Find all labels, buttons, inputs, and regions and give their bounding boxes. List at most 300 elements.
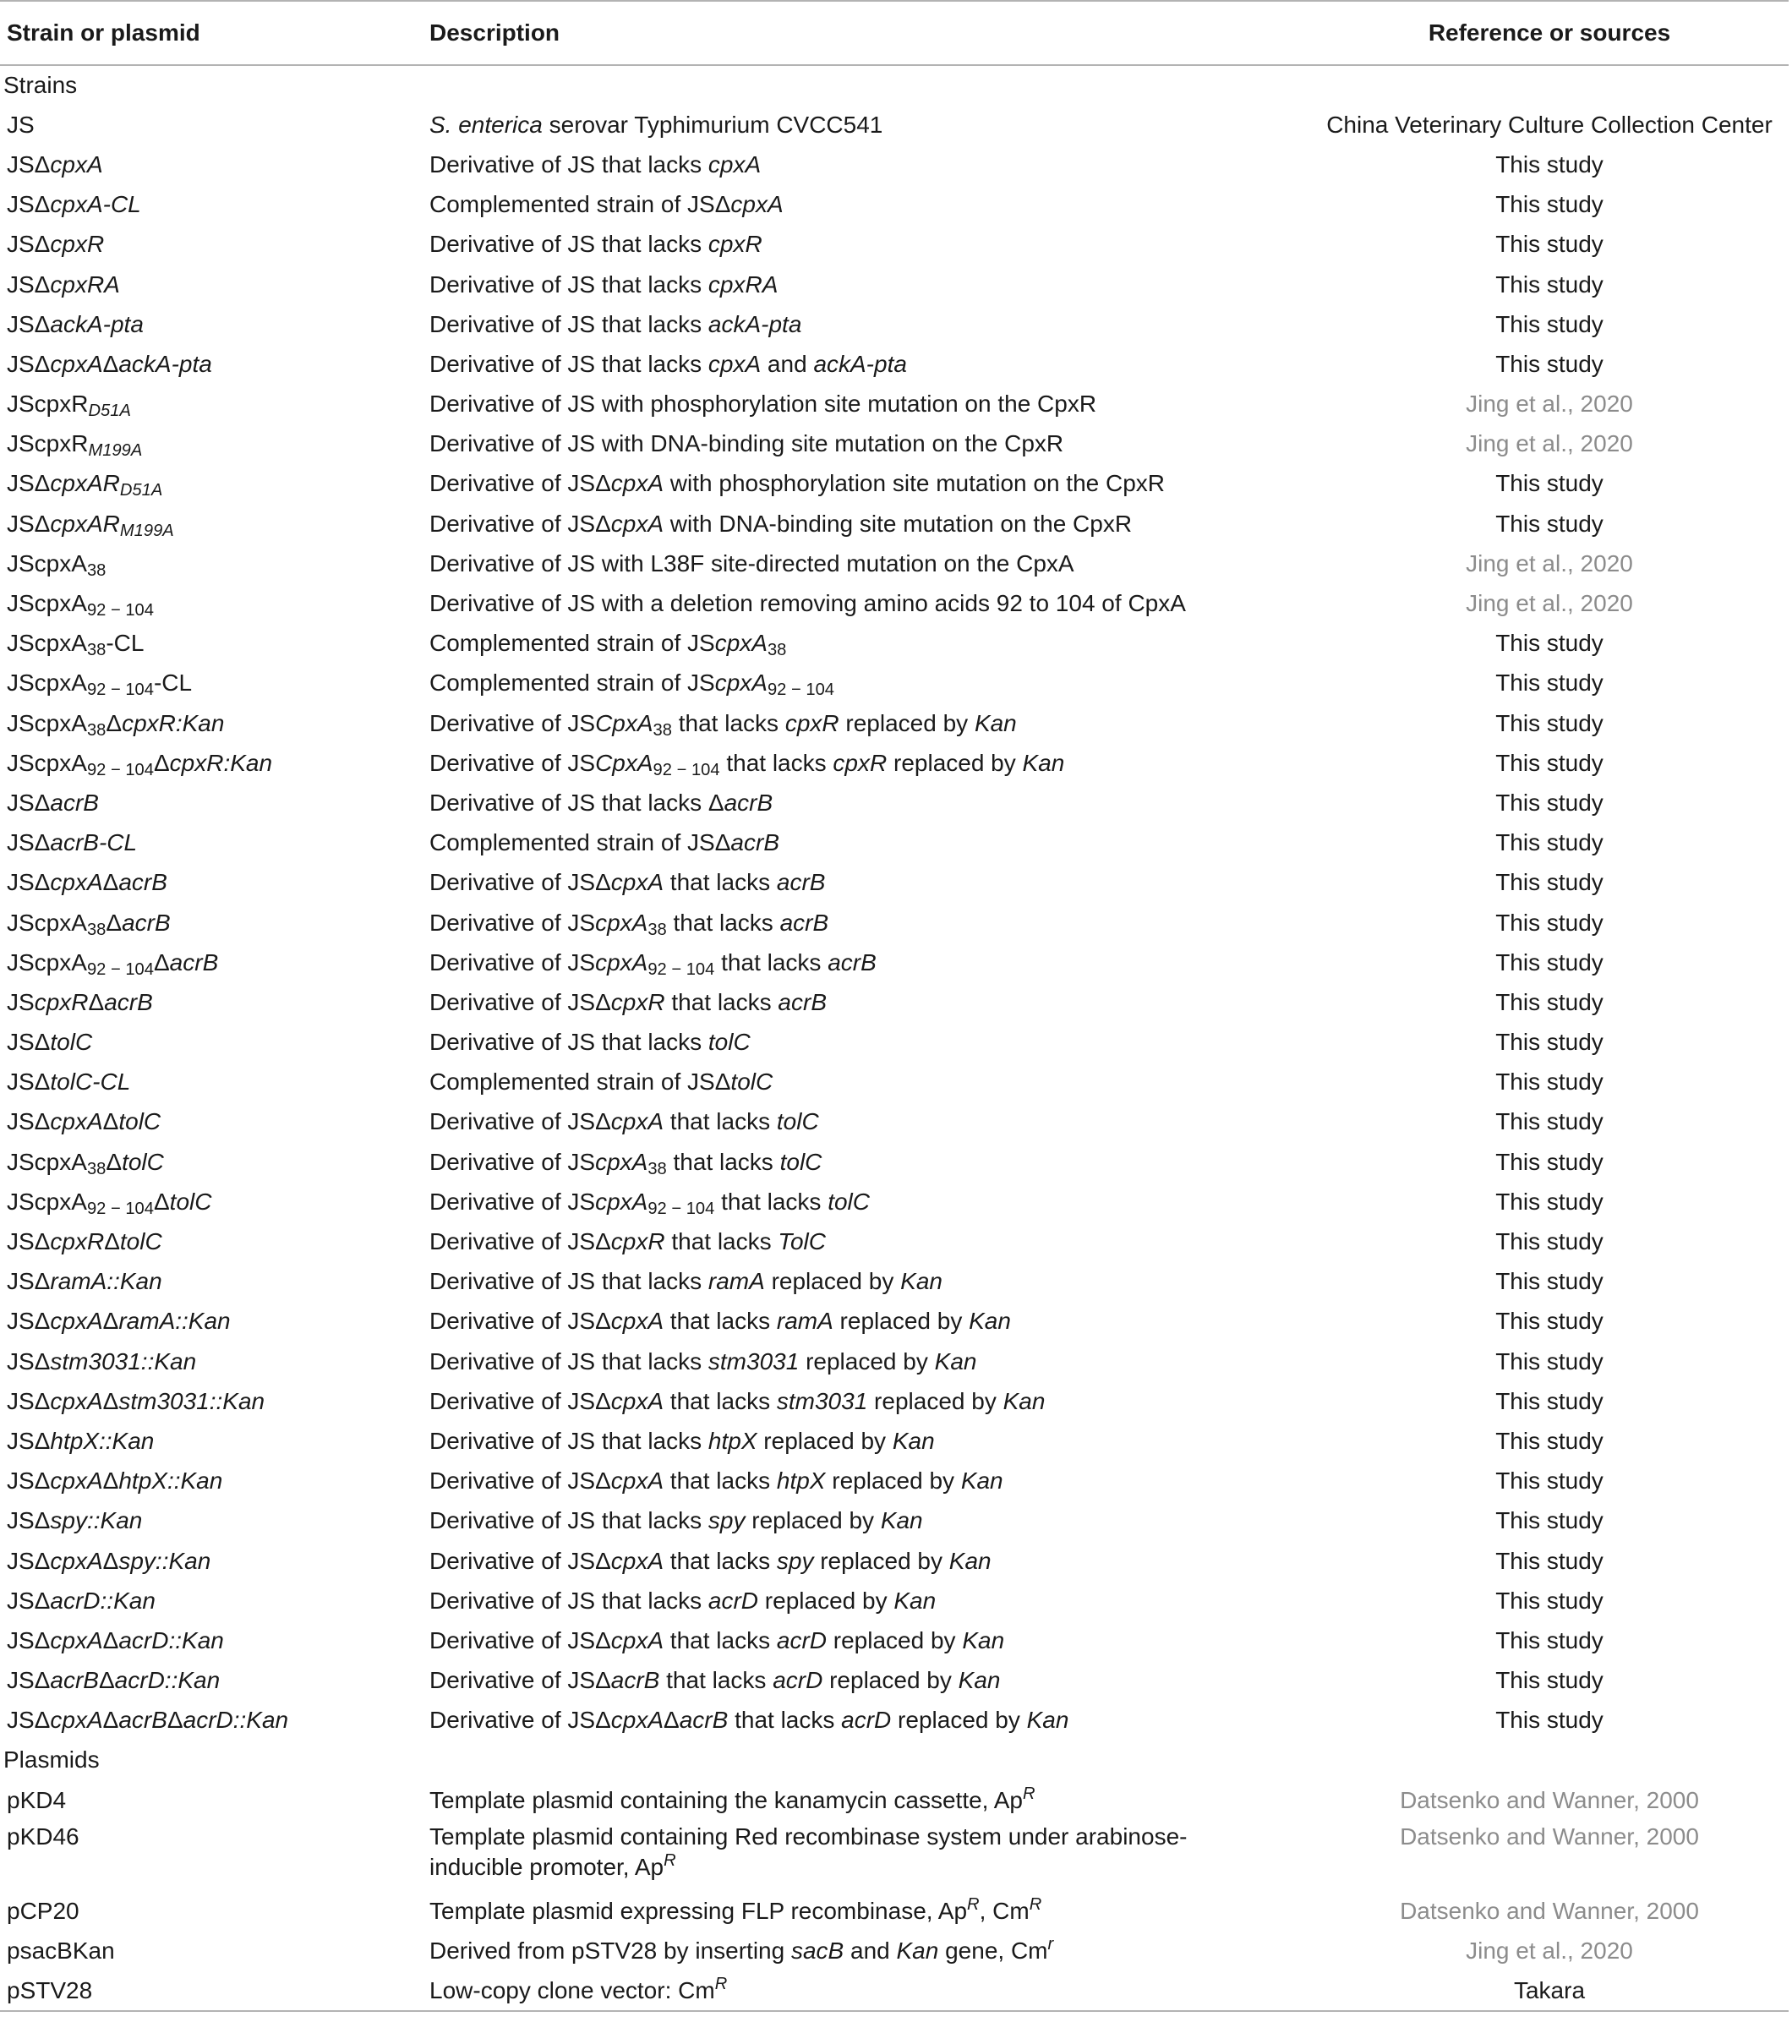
strain-name-cell bbox=[0, 1661, 423, 1701]
text-segment: replaced by bbox=[822, 1667, 959, 1694]
text-segment: 92 − 104 bbox=[647, 959, 715, 979]
text-segment: Kan bbox=[962, 1626, 1005, 1653]
text-segment: TolC bbox=[778, 1228, 826, 1255]
table-row bbox=[0, 225, 1789, 265]
text-segment: acrB bbox=[779, 909, 829, 936]
table-row bbox=[0, 1142, 1789, 1182]
strain-name-cell bbox=[0, 583, 423, 623]
strain-name-cell bbox=[0, 1820, 423, 1891]
text-segment: acrB bbox=[730, 829, 779, 856]
reference-cell: This study bbox=[1495, 1667, 1604, 1694]
text-segment: JSΔ bbox=[7, 1667, 51, 1694]
table-row bbox=[0, 743, 1789, 783]
text-segment: JSΔ bbox=[7, 1626, 51, 1653]
text-segment: replaced by bbox=[891, 1707, 1027, 1734]
table-row bbox=[0, 1102, 1789, 1142]
text-segment: that lacks bbox=[664, 1228, 779, 1255]
text-segment: 38 bbox=[86, 720, 107, 740]
text-segment: JSΔ bbox=[7, 1427, 51, 1454]
description-cell bbox=[423, 1381, 1310, 1421]
text-segment: Derivative of JS bbox=[429, 1148, 596, 1175]
text-segment: Δ bbox=[153, 749, 170, 776]
text-segment: Derivative of JS with DNA-binding site mutation on the CpxR bbox=[429, 430, 1064, 457]
reference-cell: This study bbox=[1495, 1029, 1604, 1056]
text-segment: tolC bbox=[708, 1029, 751, 1056]
text-segment: Derivative of JS bbox=[429, 1188, 596, 1215]
text-segment: that lacks bbox=[666, 1148, 780, 1175]
text-segment: Kan bbox=[1026, 1707, 1069, 1734]
text-segment: Derivative of JSΔ bbox=[429, 1387, 611, 1414]
text-segment: gene, Cm bbox=[938, 1937, 1048, 1965]
text-segment: Derivative of JS with phosphorylation site mutation on the CpxR bbox=[429, 391, 1097, 418]
reference-cell: This study bbox=[1495, 1108, 1604, 1135]
table-row bbox=[0, 982, 1789, 1022]
text-segment: stm3031::Kan bbox=[50, 1347, 197, 1375]
text-segment: Derivative of JS that lacks bbox=[429, 1427, 708, 1454]
reference-citation-link[interactable]: Jing et al., 2020 bbox=[1466, 590, 1633, 617]
reference-cell: This study bbox=[1495, 1228, 1604, 1255]
text-segment: Kan bbox=[974, 709, 1017, 736]
reference-cell: This study bbox=[1495, 150, 1604, 178]
table-row bbox=[0, 105, 1789, 145]
text-segment: Complemented strain of JSΔ bbox=[429, 829, 731, 856]
text-segment: JSΔ bbox=[7, 470, 51, 497]
text-segment: D51A bbox=[88, 402, 131, 421]
description-cell bbox=[423, 1182, 1310, 1221]
text-segment: Δ bbox=[98, 1667, 115, 1694]
text-segment: acrD bbox=[708, 1587, 759, 1614]
reference-cell: This study bbox=[1495, 948, 1604, 976]
reference-cell: This study bbox=[1495, 310, 1604, 337]
text-segment: cpxA bbox=[714, 669, 768, 697]
description-cell bbox=[423, 624, 1310, 664]
text-segment: M199A bbox=[119, 521, 174, 540]
text-segment: cpxA bbox=[708, 350, 762, 377]
text-segment: cpxR bbox=[610, 988, 665, 1015]
text-segment: acrD bbox=[773, 1667, 823, 1694]
text-segment: that lacks bbox=[664, 1387, 777, 1414]
text-segment: JSΔ bbox=[7, 1308, 51, 1335]
text-segment: acrD bbox=[776, 1626, 827, 1653]
reference-cell: This study bbox=[1495, 869, 1604, 896]
text-segment: acrB bbox=[122, 909, 171, 936]
text-segment: with phosphorylation site mutation on the CpxR bbox=[664, 470, 1166, 497]
text-segment: that lacks bbox=[664, 1108, 777, 1135]
reference-citation-link[interactable]: Datsenko and Wanner, 2000 bbox=[1400, 1897, 1699, 1924]
reference-citation-link[interactable]: Datsenko and Wanner, 2000 bbox=[1400, 1823, 1699, 1850]
section-row-strains bbox=[0, 65, 1789, 105]
text-segment: Kan bbox=[896, 1937, 939, 1965]
reference-citation-link[interactable]: Jing et al., 2020 bbox=[1466, 1937, 1633, 1965]
strain-name-cell bbox=[0, 783, 423, 823]
text-segment: htpX::Kan bbox=[118, 1467, 223, 1495]
table-row bbox=[0, 664, 1789, 703]
text-segment: R bbox=[967, 1894, 980, 1914]
text-segment: 38 bbox=[647, 920, 667, 939]
strain-name-cell bbox=[0, 1421, 423, 1461]
description-cell bbox=[423, 943, 1310, 982]
text-segment: Complemented strain of JSΔ bbox=[429, 191, 731, 218]
strain-name-cell bbox=[0, 1102, 423, 1142]
text-segment: replaced by bbox=[825, 1467, 961, 1495]
description-cell bbox=[423, 225, 1310, 265]
strain-name-cell bbox=[0, 1462, 423, 1501]
reference-cell: This study bbox=[1495, 789, 1604, 816]
reference-cell: This study bbox=[1495, 231, 1604, 258]
strain-name-cell bbox=[0, 464, 423, 504]
table-row bbox=[0, 1023, 1789, 1063]
text-segment: R bbox=[714, 1974, 728, 1993]
table-row bbox=[0, 1501, 1789, 1541]
description-cell bbox=[423, 1262, 1310, 1302]
text-segment: tolC bbox=[779, 1148, 822, 1175]
table-row bbox=[0, 1421, 1789, 1461]
text-segment: cpxA bbox=[610, 1387, 664, 1414]
text-segment: replaced by bbox=[867, 1387, 1003, 1414]
description-cell bbox=[423, 1302, 1310, 1342]
text-segment: acrB bbox=[118, 869, 167, 896]
text-segment: and bbox=[761, 350, 814, 377]
reference-cell: This study bbox=[1495, 191, 1604, 218]
description-cell bbox=[423, 903, 1310, 943]
section-label: Strains bbox=[3, 72, 78, 99]
strain-name-cell bbox=[0, 1780, 423, 1820]
text-segment: replaced by bbox=[764, 1268, 901, 1295]
strain-name-cell bbox=[0, 823, 423, 863]
description-cell bbox=[423, 1023, 1310, 1063]
text-segment: JSΔ bbox=[7, 310, 51, 337]
table-row bbox=[0, 1661, 1789, 1701]
table-row bbox=[0, 943, 1789, 982]
table-row bbox=[0, 1581, 1789, 1620]
text-segment: Derivative of JS that lacks bbox=[429, 1268, 708, 1295]
text-segment: JSΔ bbox=[7, 191, 51, 218]
text-segment: that lacks bbox=[714, 1188, 828, 1215]
text-segment: Template plasmid containing the kanamycin cassette, Ap bbox=[429, 1786, 1023, 1813]
table-row bbox=[0, 823, 1789, 863]
text-segment: that lacks bbox=[664, 1626, 777, 1653]
text-segment: cpxAR bbox=[50, 510, 120, 537]
text-segment: R bbox=[1029, 1894, 1042, 1914]
text-segment: JSΔ bbox=[7, 150, 51, 178]
text-segment: Derivative of JS that lacks bbox=[429, 1587, 708, 1614]
strain-name-cell bbox=[0, 424, 423, 464]
text-segment: cpxA bbox=[50, 1547, 103, 1574]
reference-cell: This study bbox=[1495, 510, 1604, 537]
text-segment: JScpxA bbox=[7, 749, 87, 776]
text-segment: Derivative of JS that lacks bbox=[429, 231, 708, 258]
text-segment: spy::Kan bbox=[50, 1507, 143, 1534]
text-segment: cpxR bbox=[50, 231, 105, 258]
text-segment: acrD::Kan bbox=[114, 1667, 221, 1694]
description-cell bbox=[423, 105, 1310, 145]
text-segment: Δ bbox=[102, 350, 119, 377]
text-segment: spy bbox=[776, 1547, 814, 1574]
text-segment: cpxA-CL bbox=[50, 191, 141, 218]
text-segment: Derivative of JSΔ bbox=[429, 1467, 611, 1495]
text-segment: Complemented strain of JS bbox=[429, 669, 715, 697]
text-segment: 92 − 104 bbox=[653, 760, 720, 779]
description-cell bbox=[423, 464, 1310, 504]
strain-name-cell bbox=[0, 504, 423, 544]
text-segment: acrB bbox=[610, 1667, 660, 1694]
text-segment: JSΔ bbox=[7, 1068, 51, 1096]
description-cell bbox=[423, 1102, 1310, 1142]
text-segment: ramA::Kan bbox=[50, 1268, 162, 1295]
table-row bbox=[0, 304, 1789, 344]
text-segment: Δ bbox=[106, 909, 123, 936]
text-segment: JScpxA bbox=[7, 549, 87, 577]
strain-name-cell bbox=[0, 903, 423, 943]
text-segment: that lacks bbox=[664, 1467, 777, 1495]
table-row bbox=[0, 1971, 1789, 2011]
reference-cell: This study bbox=[1495, 1427, 1604, 1454]
text-segment: ackA-pta bbox=[708, 310, 802, 337]
reference-cell: This study bbox=[1495, 1626, 1604, 1653]
text-segment: cpxR:Kan bbox=[169, 749, 273, 776]
text-segment: 92 − 104 bbox=[86, 760, 154, 779]
text-segment: that lacks bbox=[671, 709, 785, 736]
text-segment: stm3031 bbox=[776, 1387, 868, 1414]
text-segment: 38 bbox=[86, 1159, 107, 1178]
table-body bbox=[0, 65, 1789, 2011]
text-segment: acrB bbox=[169, 948, 219, 976]
text-segment: JSΔ bbox=[7, 1387, 51, 1414]
text-segment: Kan bbox=[1022, 749, 1065, 776]
text-segment: Derivative of JSΔ bbox=[429, 1547, 611, 1574]
text-segment: Derivative of JSΔ bbox=[429, 1108, 611, 1135]
text-segment: Derivative of JS with a deletion removing amino acids 92 to 104 of CpxA bbox=[429, 590, 1186, 617]
text-segment: Derivative of JS bbox=[429, 709, 596, 736]
text-segment: 92 − 104 bbox=[86, 601, 154, 620]
text-segment: acrB bbox=[778, 988, 827, 1015]
text-segment: pCP20 bbox=[7, 1897, 79, 1924]
reference-cell: This study bbox=[1495, 271, 1604, 298]
text-segment: psacBKan bbox=[7, 1937, 115, 1965]
text-segment: D51A bbox=[119, 481, 163, 500]
strain-name-cell bbox=[0, 265, 423, 304]
text-segment: cpxR bbox=[708, 231, 762, 258]
description-cell bbox=[423, 703, 1310, 743]
text-segment: cpxA bbox=[50, 1108, 103, 1135]
text-segment: Derivative of JS that lacks bbox=[429, 1029, 708, 1056]
strain-name-cell bbox=[0, 1302, 423, 1342]
text-segment: ackA-pta bbox=[118, 350, 212, 377]
text-segment: 38 bbox=[86, 560, 107, 580]
text-segment: cpxR bbox=[50, 1228, 105, 1255]
strain-name-cell bbox=[0, 703, 423, 743]
text-segment: Derivative of JS that lacks bbox=[429, 350, 708, 377]
description-cell bbox=[423, 1891, 1310, 1931]
text-segment: cpxA bbox=[730, 191, 784, 218]
text-segment: cpxA bbox=[595, 1188, 648, 1215]
table-row bbox=[0, 185, 1789, 225]
reference-citation-link[interactable]: Jing et al., 2020 bbox=[1466, 391, 1633, 418]
header-strain-or-plasmid: Strain or plasmid bbox=[0, 1, 423, 65]
text-segment: JSΔ bbox=[7, 1507, 51, 1534]
table-row bbox=[0, 1780, 1789, 1820]
text-segment: JScpxR bbox=[7, 430, 89, 457]
table-row bbox=[0, 145, 1789, 184]
table-row bbox=[0, 903, 1789, 943]
reference-citation-link[interactable]: Jing et al., 2020 bbox=[1466, 549, 1633, 577]
text-segment: cpxA bbox=[50, 1308, 103, 1335]
reference-citation-link[interactable]: Datsenko and Wanner, 2000 bbox=[1400, 1786, 1699, 1813]
text-segment: cpxA bbox=[50, 150, 103, 178]
table-row bbox=[0, 624, 1789, 664]
text-segment: Δ bbox=[104, 1228, 120, 1255]
text-segment: -CL bbox=[106, 630, 145, 657]
table-row bbox=[0, 863, 1789, 903]
table-row bbox=[0, 1462, 1789, 1501]
text-segment: that lacks bbox=[714, 948, 828, 976]
description-cell bbox=[423, 1701, 1310, 1741]
text-segment: JScpxA bbox=[7, 1148, 87, 1175]
strain-name-cell bbox=[0, 982, 423, 1022]
text-segment: Derivative of JS that lacks Δ bbox=[429, 789, 724, 816]
text-segment: Derivative of JS bbox=[429, 909, 596, 936]
text-segment: Complemented strain of JSΔ bbox=[429, 1068, 731, 1096]
text-segment: replaced by bbox=[833, 1308, 970, 1335]
text-segment: cpxA bbox=[50, 1467, 103, 1495]
text-segment: acrB bbox=[50, 789, 99, 816]
strain-name-cell bbox=[0, 385, 423, 424]
text-segment: JScpxR bbox=[7, 391, 89, 418]
text-segment: r bbox=[1047, 1934, 1054, 1954]
table-row bbox=[0, 1620, 1789, 1660]
strain-name-cell bbox=[0, 304, 423, 344]
text-segment: cpxA bbox=[610, 510, 664, 537]
description-cell bbox=[423, 1931, 1310, 1970]
table-header bbox=[0, 1, 1789, 65]
text-segment: JSΔ bbox=[7, 350, 51, 377]
text-segment: 38 bbox=[86, 920, 107, 939]
text-segment: cpxA bbox=[595, 1148, 648, 1175]
text-segment: JSΔ bbox=[7, 231, 51, 258]
text-segment: JSΔ bbox=[7, 1347, 51, 1375]
description-cell bbox=[423, 424, 1310, 464]
reference-cell: This study bbox=[1495, 1707, 1604, 1734]
text-segment: JScpxA bbox=[7, 630, 87, 657]
reference-citation-link[interactable]: Jing et al., 2020 bbox=[1466, 430, 1633, 457]
text-segment: CpxA bbox=[595, 709, 653, 736]
text-segment: tolC-CL bbox=[50, 1068, 131, 1096]
text-segment: Δ bbox=[167, 1707, 183, 1734]
table-row bbox=[0, 504, 1789, 544]
strain-name-cell bbox=[0, 1063, 423, 1102]
strain-name-cell bbox=[0, 1701, 423, 1741]
strain-name-cell bbox=[0, 1541, 423, 1581]
header-row bbox=[0, 1, 1789, 65]
table-row bbox=[0, 1221, 1789, 1261]
text-segment: that lacks bbox=[728, 1707, 842, 1734]
description-cell bbox=[423, 344, 1310, 384]
header-reference: Reference or sources bbox=[1310, 1, 1789, 65]
table-row bbox=[0, 265, 1789, 304]
text-segment: tolC bbox=[50, 1029, 93, 1056]
text-segment: 92 − 104 bbox=[86, 1199, 154, 1218]
text-segment: Δ bbox=[102, 1547, 119, 1574]
table-row bbox=[0, 1182, 1789, 1221]
text-segment: replaced by bbox=[813, 1547, 949, 1574]
description-cell bbox=[423, 145, 1310, 184]
text-segment: replaced by bbox=[758, 1587, 894, 1614]
reference-cell: This study bbox=[1495, 909, 1604, 936]
text-segment: cpxA bbox=[610, 1108, 664, 1135]
text-segment: cpxA bbox=[50, 1626, 103, 1653]
strain-name-cell bbox=[0, 225, 423, 265]
description-cell bbox=[423, 265, 1310, 304]
text-segment: ackA-pta bbox=[50, 310, 144, 337]
text-segment: that lacks bbox=[664, 1547, 777, 1574]
table-row bbox=[0, 1262, 1789, 1302]
table-row bbox=[0, 783, 1789, 823]
text-segment: ramA::Kan bbox=[118, 1308, 231, 1335]
table-row bbox=[0, 1820, 1789, 1891]
text-segment: Kan bbox=[969, 1308, 1011, 1335]
text-segment: cpxA bbox=[610, 1626, 664, 1653]
text-segment: sacB bbox=[790, 1937, 844, 1965]
table-row bbox=[0, 1302, 1789, 1342]
text-segment: Template plasmid containing Red recombinase system under arabinose-inducible promoter, Ap bbox=[429, 1823, 1188, 1881]
text-segment: Derivative of JS bbox=[429, 948, 596, 976]
text-segment: cpxRA bbox=[50, 271, 120, 298]
text-segment: Derivative of JSΔ bbox=[429, 470, 611, 497]
text-segment: cpxRA bbox=[708, 271, 779, 298]
text-segment: pSTV28 bbox=[7, 1976, 93, 2003]
reference-cell: This study bbox=[1495, 988, 1604, 1015]
text-segment: that lacks bbox=[664, 988, 779, 1015]
text-segment: Kan bbox=[960, 1467, 1003, 1495]
text-segment: JSΔ bbox=[7, 1228, 51, 1255]
text-segment: Δ bbox=[106, 1148, 123, 1175]
text-segment: Derivative of JS that lacks bbox=[429, 310, 708, 337]
text-segment: cpxR bbox=[784, 709, 839, 736]
text-segment: 38 bbox=[86, 641, 107, 660]
description-cell bbox=[423, 1501, 1310, 1541]
reference-cell: This study bbox=[1495, 1268, 1604, 1295]
text-segment: 38 bbox=[767, 641, 787, 660]
text-segment: tolC bbox=[828, 1188, 870, 1215]
table-row bbox=[0, 703, 1789, 743]
description-cell bbox=[423, 823, 1310, 863]
reference-cell: This study bbox=[1495, 1347, 1604, 1375]
text-segment: pKD4 bbox=[7, 1786, 67, 1813]
text-segment: 38 bbox=[647, 1159, 667, 1178]
text-segment: JSΔ bbox=[7, 271, 51, 298]
text-segment: ramA bbox=[776, 1308, 833, 1335]
text-segment: stm3031::Kan bbox=[118, 1387, 265, 1414]
text-segment: cpxA bbox=[708, 150, 762, 178]
reference-cell: This study bbox=[1495, 1068, 1604, 1096]
strain-name-cell bbox=[0, 1620, 423, 1660]
text-segment: JScpxA bbox=[7, 590, 87, 617]
description-cell bbox=[423, 1142, 1310, 1182]
text-segment: Derivative of JS that lacks bbox=[429, 1347, 708, 1375]
text-segment: cpxA bbox=[50, 869, 103, 896]
strain-name-cell bbox=[0, 544, 423, 583]
text-segment: 92 − 104 bbox=[86, 680, 154, 700]
text-segment: acrD bbox=[841, 1707, 892, 1734]
strain-name-cell bbox=[0, 185, 423, 225]
strain-name-cell bbox=[0, 145, 423, 184]
text-segment: Derivative of JSΔ bbox=[429, 988, 611, 1015]
reference-cell: This study bbox=[1495, 630, 1604, 657]
text-segment: with DNA-binding site mutation on the CpxR bbox=[664, 510, 1133, 537]
text-segment: cpxA bbox=[610, 1308, 664, 1335]
text-segment: replaced by bbox=[887, 749, 1023, 776]
reference-cell: This study bbox=[1495, 470, 1604, 497]
